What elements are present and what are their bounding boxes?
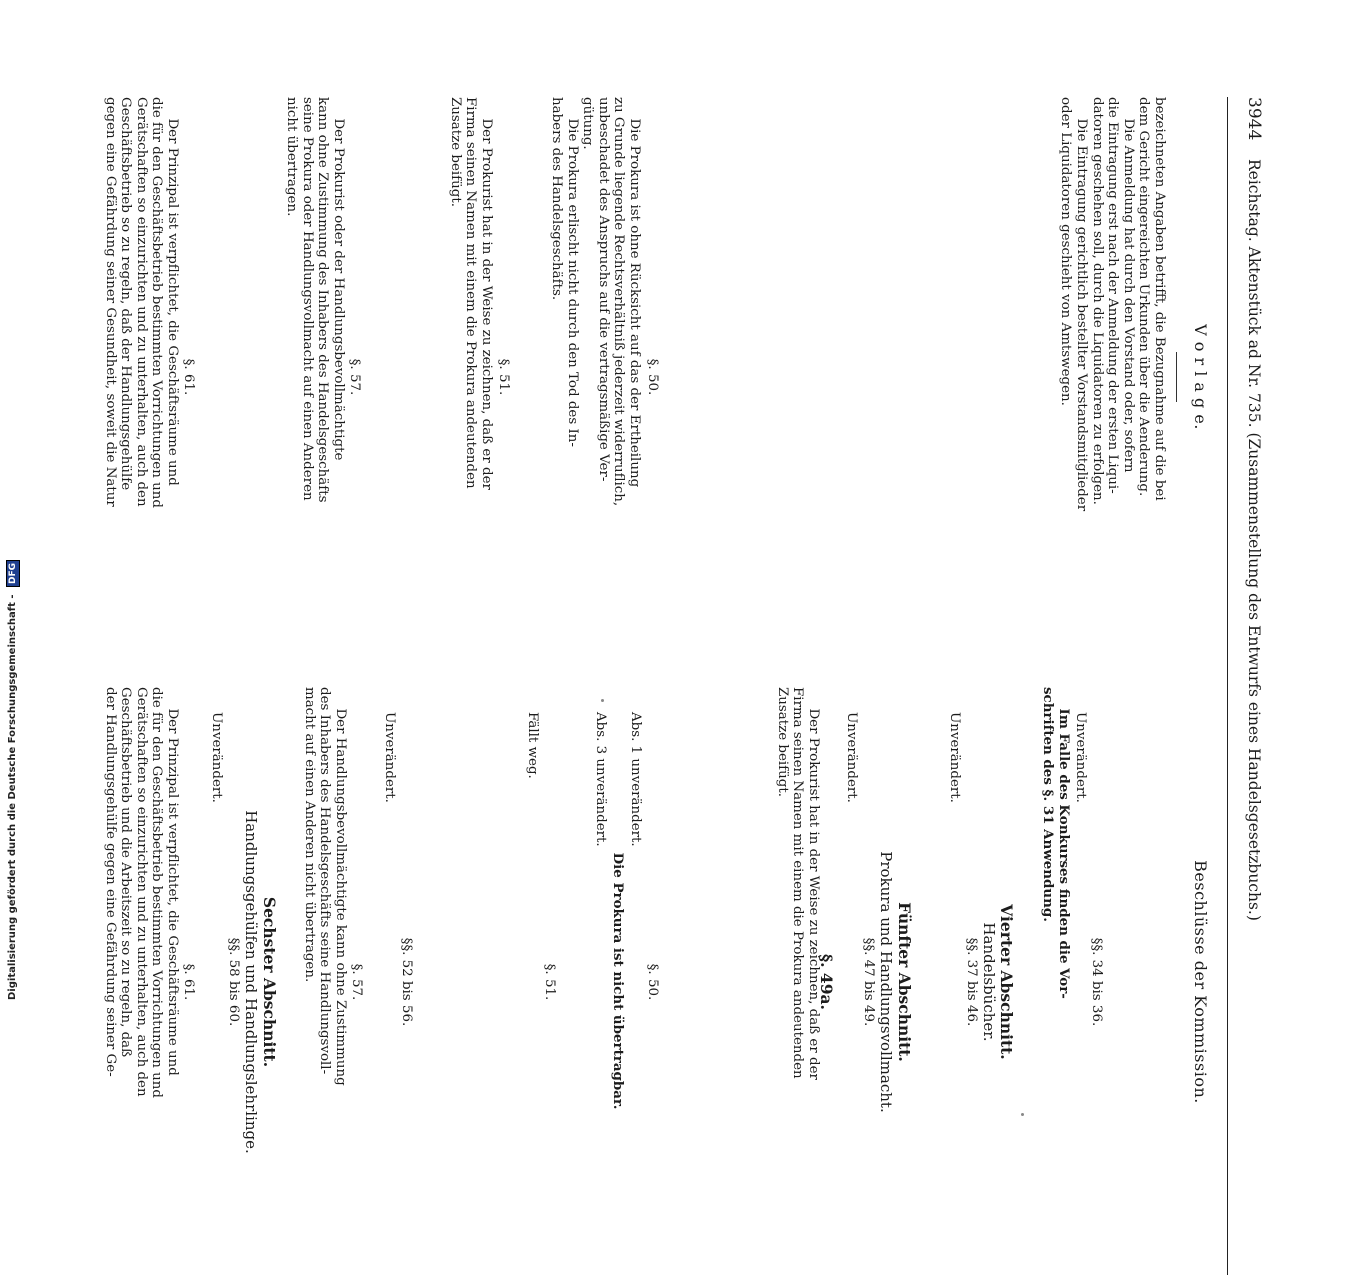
left-s50-heading: §. 50. xyxy=(645,358,660,396)
left-s57-heading: §. 57. xyxy=(347,358,362,396)
running-title: Reichstag. Aktenstück ad Nr. 735. (Zusammenstellung des Entwurfs eines Handelsgesetzbuchs.) xyxy=(1245,159,1263,921)
right-s57-heading: §. 57. xyxy=(349,963,364,1001)
right-column-title: Beschlüsse der Kommission. xyxy=(1191,860,1210,1104)
right-s52-heading: §§. 52 bis 56. xyxy=(399,937,414,1027)
right-s37-heading: §§. 37 bis 46. xyxy=(964,937,979,1027)
title-rule xyxy=(1176,352,1177,402)
document-page xyxy=(86,97,1264,1154)
right-s61-heading: §. 61. xyxy=(181,963,196,1001)
header-rule xyxy=(1227,97,1228,1275)
right-s51-text: Fällt weg. xyxy=(525,712,540,779)
right-s34-unchanged: Unverändert. xyxy=(1073,712,1088,803)
right-s50-abs3: Abs. 3 unverändert. xyxy=(593,712,608,847)
right-abschnitt5-title: Prokura und Handlungsvollmacht. xyxy=(877,851,895,1113)
right-s52-unchanged: Unverändert. xyxy=(382,712,397,803)
dfg-logo: DFG xyxy=(6,560,20,587)
right-s47-heading: §§. 47 bis 49. xyxy=(861,937,876,1027)
digitization-footer xyxy=(6,10,20,1000)
right-s49a-text: Der Prokurist hat in der Weise zu zeichnen, daß er der Firma seinen Namen mit einem die Prokura andeutenden Zusatze beifügt. xyxy=(774,687,821,1080)
right-s57-text: Der Handlungsbevollmächtigte kann ohne Zustimmung des Inhabers des Handelsgeschäfts seine Handlungsvoll- macht auf einen Anderen nicht übertragen. xyxy=(301,687,348,1086)
left-s51-heading: §. 51. xyxy=(496,358,511,396)
right-s47-unchanged: Unverändert. xyxy=(844,712,859,803)
right-s61-text: Der Prinzipal ist verpflichtet, die Geschäftsräume und die für den Geschäftsbetrieb bestimmten Vorrichtungen und Gerätschaften so einzurichten und zu unterhalten, auch den Geschäftsbetrieb und die Arbeitszeit so zu regeln, daß der Handlungsgehülfe gegen eine Gefährdung seiner Ge- xyxy=(102,687,180,1098)
right-abschnitt6-title: Handlungsgehülfen und Handlungslehrlinge. xyxy=(242,810,260,1154)
page-number: 3944 xyxy=(1244,97,1264,141)
left-s57-text: Der Prokurist oder der Handlungsbevollmächtigte kann ohne Zustimmung des Inhabers des Handelsgeschäfts seine Prokura oder Handlungsvollmacht auf einen Anderen nicht übertragen. xyxy=(284,97,346,503)
right-konkurs-text: Im Falle des Konkurses finden die Vor- schriften des §. 31 Anwendung. xyxy=(1040,687,1072,999)
scan-speck xyxy=(1021,1113,1024,1116)
right-s49a-heading: §. 49a. xyxy=(817,954,836,1010)
left-column-title: V o r l a g e. xyxy=(1191,324,1210,430)
right-s58-unchanged: Unverändert. xyxy=(209,712,224,803)
right-abschnitt6-heading: Sechster Abschnitt. xyxy=(260,896,279,1068)
right-abschnitt4-heading: Vierter Abschnitt. xyxy=(997,904,1016,1060)
left-s51-text: Der Prokurist hat in der Weise zu zeichnen, daß er der Firma seinen Namen mit einem die Prokura andeutenden Zusatze beifügt. xyxy=(447,97,494,490)
footer-text: Digitalisierung gefördert durch die Deutsche Forschungsgemeinschaft - xyxy=(7,594,18,1000)
left-s61-text: Der Prinzipal ist verpflichtet, die Geschäftsräume und die für den Geschäftsbetrieb bestimmten Vorrichtungen und Gerätschaften so einzurichten und zu unterhalten, auch den Geschäftsbetrieb so zu regeln, daß der Handlungsgehülfe gegen eine Gefährdung seiner Gesundheit, soweit die Natur xyxy=(102,97,180,508)
left-intro-paragraph: bezeichneten Angaben betrifft, die Bezugnahme auf die bei dem Gericht eingereichten Urkunden über die Aenderung. Die Anmeldung hat durch den Vorstand oder, sofern die Eintragung erst nach der Anmeldung der ersten Liqui- datoren geschehen soll, durch die Liquidatoren zu erfolgen. Die Eintragung gerichtlich bestellter Vorstandsmitglieder oder Liquidatoren geschieht von Amtswegen. xyxy=(1058,97,1167,512)
right-s58-heading: §§. 58 bis 60. xyxy=(226,937,241,1027)
right-s50-abs1: Abs. 1 unverändert. xyxy=(628,712,643,847)
left-s61-heading: §. 61. xyxy=(181,358,196,396)
right-s51-heading: §. 51. xyxy=(542,963,557,1001)
right-s37-unchanged: Unverändert. xyxy=(947,712,962,803)
right-abschnitt4-title: Handelsbücher. xyxy=(980,922,998,1042)
right-abschnitt5-heading: Fünfter Abschnitt. xyxy=(895,902,914,1062)
right-s34-heading: §§. 34 bis 36. xyxy=(1089,937,1104,1027)
right-s50-heading: §. 50. xyxy=(645,963,660,1001)
right-s50-abs2: Die Prokura ist nicht übertragbar. xyxy=(610,852,626,1110)
scan-speck xyxy=(601,699,604,702)
left-s50-text: Die Prokura ist ohne Rücksicht auf das der Ertheilung zu Grunde liegende Rechtsverhältniß jederzeit widerruflich, unbeschadet des Anspruchs auf die vertragsmäßige Ver- gütung. Die Prokura erlischt nicht durch den Tod des In- habers des Handelsgeschäfts. xyxy=(549,97,642,507)
